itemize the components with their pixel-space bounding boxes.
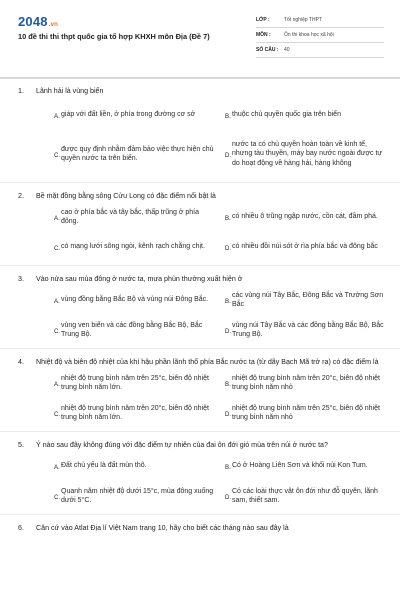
option-row [18,133,400,175]
option-text: nhiệt độ trung bình năm trên 25°c, biên độ nhiệt trung bình năm lớn. [61,374,209,391]
option-letter: D. [225,327,232,335]
option-row [18,206,400,228]
option-a[interactable] [54,103,225,127]
question [0,86,400,175]
option-b[interactable] [225,103,396,127]
option-b[interactable] [225,289,396,311]
option-letter: C. [54,410,61,418]
option-row [18,402,400,424]
option-text: nước ta có chủ quyền hoàn toàn về kinh tế, nhưng tàu thuyền, máy bay nước ngoài được tự do hoạt động về hàng hải, hàng không [232,140,383,167]
option-letter: D. [225,493,232,501]
option-letter: A. [54,297,60,305]
question-divider [0,431,400,432]
option-text: vùng ven biển và các đồng bằng Bắc Bộ, Bắc Trung Bộ. [61,321,203,338]
option-row [18,485,400,507]
logo-main-text: 2048 [18,14,48,29]
option-text: Có các loài thực vật ôn đới như đỗ quyên, lãnh sam, thiết sam. [232,487,378,504]
question [0,357,400,424]
option-text: các vùng núi Tây Bắc, Đông Bắc và Trường Sơn Bắc [232,291,384,308]
option-row [18,455,400,477]
option-b[interactable] [225,372,396,394]
document-title: 10 đề thi thi thpt quốc gia tổ hợp KHXH môn Địa (Đề 7) [18,32,210,41]
option-letter: C. [54,244,61,252]
option-d[interactable] [225,236,396,258]
option-text: có nhiều đồi núi sót ở rìa phía bắc và đông bắc [232,243,378,251]
question [0,191,400,258]
question-text: Căn cứ vào Atlat Địa lí Việt Nam trang 10, hãy cho biết các tháng nào sau đây là [36,524,289,532]
exam-meta-table [256,13,384,58]
option-text: giáp với đất liền, ở phía trong đường cơ sở [61,111,196,119]
option-d[interactable] [225,402,396,424]
question-divider [0,182,400,183]
meta-row-class [256,13,384,28]
question-text: Ý nào sau đây không đúng với đặc điểm tự nhiên của đai ôn đới gió mùa trên núi ở nước ta? [36,441,328,449]
question-text: Vào nửa sau mùa đông ở nước ta, mưa phùn thường xuất hiện ở [36,275,243,283]
option-text: vùng đồng bằng Bắc Bộ và vùng núi Đông Bắc. [61,296,209,304]
question-header [18,440,400,450]
option-letter: A. [54,463,60,471]
logo-suffix-text: .vn [48,22,59,28]
option-c[interactable] [54,236,225,258]
meta-label: MÔN : [256,32,271,38]
meta-label: LỚP : [256,17,270,23]
option-d[interactable] [225,485,396,507]
meta-row-subject [256,28,384,43]
question-number: 5. [18,441,24,449]
meta-value: 40 [284,47,290,53]
option-a[interactable] [54,372,225,394]
option-row [18,103,400,127]
option-text: vùng núi Tây Bắc và các đồng bằng Bắc Bộ, Bắc Trung Bộ. [232,321,384,338]
option-c[interactable] [54,319,225,341]
question [0,440,400,507]
option-d[interactable] [225,133,396,175]
option-c[interactable] [54,402,225,424]
option-text: nhiệt độ trung bình năm trên 20°c, biên độ nhiệt trung bình năm lớn. [61,404,209,421]
option-a[interactable] [54,455,225,477]
question-divider [0,348,400,349]
option-b[interactable] [225,206,396,228]
header-divider [0,77,400,79]
option-d[interactable] [225,319,396,341]
option-letter: B. [225,297,231,305]
option-a[interactable] [54,206,225,228]
option-row [18,289,400,311]
question-number: 3. [18,275,24,283]
option-text: có nhiều ô trũng ngập nước, cồn cát, đầm phá. [232,213,378,221]
option-text: cao ở phía bắc và tây bắc, thấp trũng ở phía đông. [61,208,199,225]
meta-label: SỐ CÂU : [256,47,279,53]
question-text: Bề mặt đồng bằng sông Cửu Long có đặc điểm nổi bật là [36,192,216,200]
option-letter: B. [225,463,231,471]
option-letter: B. [225,112,231,120]
question-list [0,86,400,533]
question-header [18,191,400,201]
question-header [18,523,400,533]
question-number: 4. [18,358,24,366]
document-header [0,0,400,66]
option-a[interactable] [54,289,225,311]
option-text: Quanh năm nhiệt độ dưới 15°c, mùa đông xuống dưới 5°C. [61,487,214,504]
question-number: 2. [18,192,24,200]
option-text: thuộc chủ quyền quốc gia trên biển [232,111,341,119]
option-text: nhiệt độ trung bình năm trên 25°c, biên độ nhiệt trung bình năm nhỏ [232,404,380,421]
option-text: nhiệt độ trung bình năm trên 20°c, biên độ nhiệt trung bình năm nhỏ [232,374,380,391]
option-letter: B. [225,380,231,388]
option-letter: A. [54,112,60,120]
option-b[interactable] [225,455,396,477]
question-number: 1. [18,87,24,95]
site-logo[interactable] [18,14,58,29]
option-row [18,372,400,394]
question-header [18,274,400,284]
option-letter: D. [225,151,232,159]
question-divider [0,265,400,266]
meta-value: Ôn thi khoa học xã hội [284,32,334,38]
option-letter: B. [225,214,231,222]
option-text: có mạng lưới sông ngòi, kênh rạch chằng chịt. [61,243,205,251]
option-letter: C. [54,327,61,335]
question [0,274,400,341]
question-divider [0,514,400,515]
option-text: Có ở Hoàng Liên Sơn và khối núi Kon Tum. [232,462,368,470]
question-number: 6. [18,524,24,532]
option-letter: D. [225,244,232,252]
question-text: Lãnh hải là vùng biển [36,87,104,95]
question [0,523,400,533]
question-header [18,357,400,367]
option-letter: D. [225,410,232,418]
option-letter: C. [54,151,61,159]
option-letter: C. [54,493,61,501]
question-text: Nhiệt độ và biên độ nhiệt của khí hậu phần lãnh thổ phía Bắc nước ta (từ dãy Bạch Mã trở ra) có đặc điểm là [36,358,379,366]
option-c[interactable] [54,485,225,507]
option-letter: A. [54,380,60,388]
option-row [18,319,400,341]
option-letter: A. [54,214,60,222]
option-row [18,236,400,258]
option-text: Đất chủ yếu là đất mùn thô. [61,462,147,470]
meta-row-question-count [256,43,384,58]
option-text: được quy định nhằm đảm bảo việc thực hiện chủ quyền nước ta trên biển. [61,145,214,162]
option-c[interactable] [54,133,225,175]
question-header [18,86,400,96]
meta-value: Tốt nghiệp THPT [284,17,322,23]
